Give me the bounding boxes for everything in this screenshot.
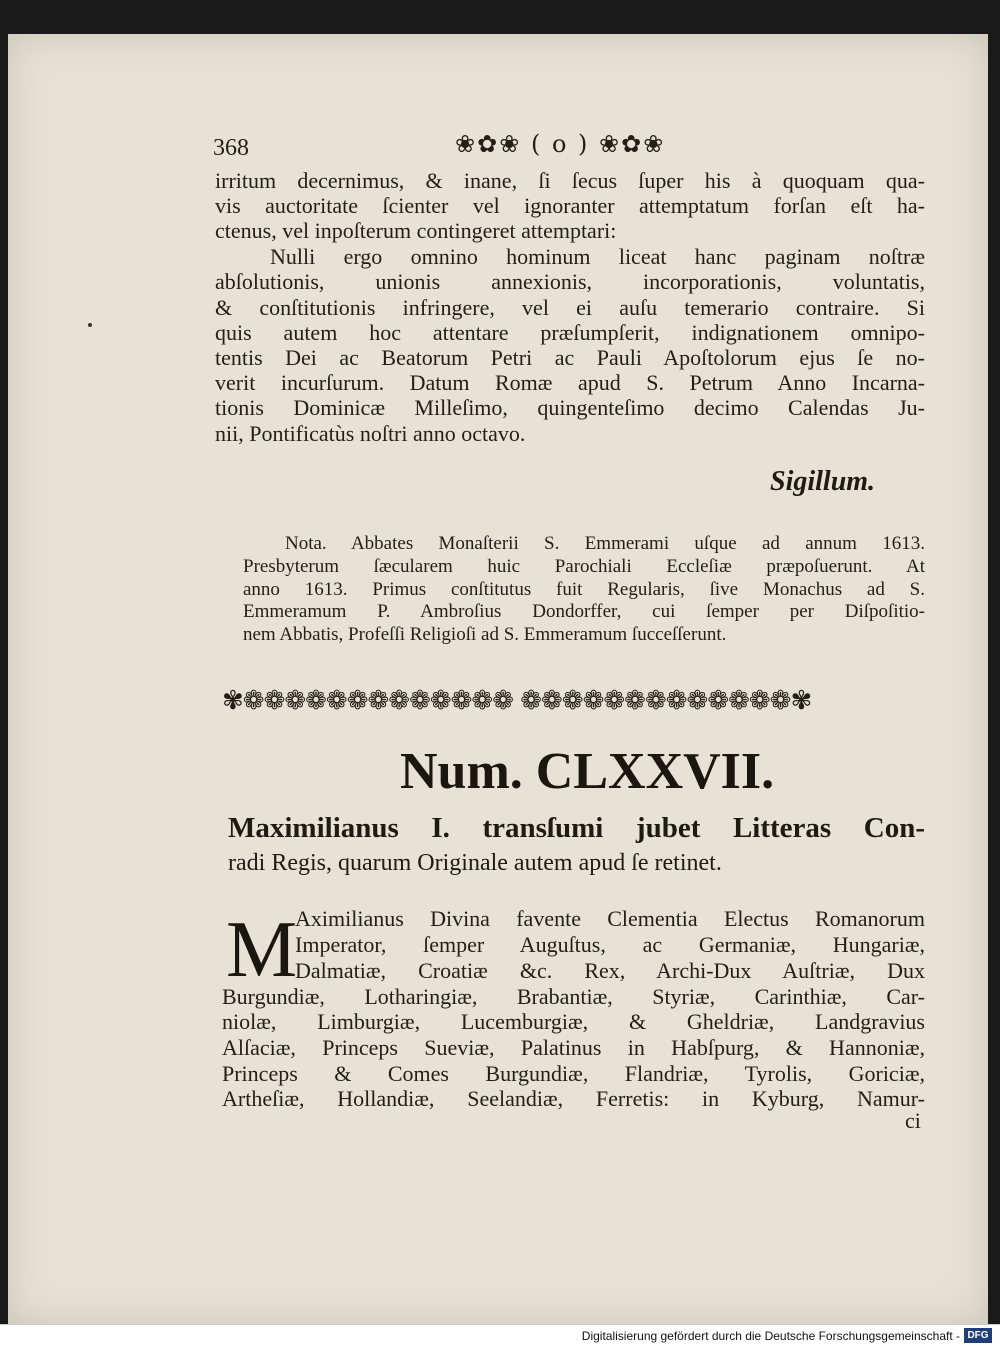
note-line: nem Abbatis, Profeſſi Religioſi ad S. Emmeramum ſucceſſerunt. (243, 624, 727, 645)
drop-cap: M (226, 906, 298, 994)
section-title-line: radi Regis, quarum Originale autem apud ſe retinet. (228, 850, 722, 876)
footer-credit: Digitalisierung gefördert durch die Deutsche Forschungsgemeinschaft - (581, 1329, 960, 1343)
text-line: vis auctoritate ſcienter vel ignoranter attemptatum forſan eſt ha- (215, 193, 925, 218)
section-title-line: Maximilianus I. transſumi jubet Litteras Con- (228, 812, 925, 844)
text-line: verit incurſurum. Datum Romæ apud S. Petrum Anno Incarna- (215, 370, 925, 395)
text-line: tentis Dei ac Beatorum Petri ac Pauli Apoſtolorum ejus ſe no- (215, 345, 925, 370)
body-line: Burgundiæ, Lotharingiæ, Brabantiæ, Styriæ, Carinthiæ, Car- (222, 984, 925, 1009)
body-line: Aximilianus Divina favente Clementia Electus Romanorum (295, 906, 925, 931)
text-line: & conſtitutionis infringere, vel ei auſu temerario contraire. Si (215, 295, 925, 320)
text-line: abſolutionis, unionis annexionis, incorporationis, voluntatis, (215, 269, 925, 294)
note-line: Presbyterum ſæcularem huic Parochiali Eccleſiæ præpoſuerunt. At (243, 556, 925, 577)
note-line: Emmeramum P. Ambroſius Dondorffer, cui ſemper per Diſpoſitio- (243, 601, 925, 622)
dfg-logo-icon[interactable]: DFG (964, 1328, 992, 1343)
note-line: anno 1613. Primus conſtitutus fuit Regularis, ſive Monachus ad S. (243, 579, 925, 600)
digitization-footer (0, 1324, 1000, 1348)
body-line: Imperator, ſemper Auguſtus, ac Germaniæ, Hungariæ, (295, 932, 925, 957)
text-line: nii, Pontificatùs noſtri anno octavo. (215, 421, 526, 446)
body-line: Dalmatiæ, Croatiæ &c. Rex, Archi-Dux Auſtriæ, Dux (295, 958, 925, 983)
section-number: Num. CLXXVII. (400, 743, 775, 800)
text-line: Nulli ergo omnino hominum liceat hanc paginam noſtræ (270, 244, 925, 269)
note-line: Nota. Abbates Monaſterii S. Emmerami uſque ad annum 1613. (285, 533, 925, 554)
text-line: ctenus, vel inpoſterum contingeret attemptari: (215, 218, 617, 243)
header-ornament: ❀✿❀ ( o ) ❀✿❀ (455, 130, 666, 158)
text-line: tionis Dominicæ Milleſimo, quingenteſimo decimo Calendas Ju- (215, 395, 925, 420)
text-line: irritum decernimus, & inane, ſi ſecus ſuper his à quoquam qua- (215, 168, 925, 193)
page-number: 368 (213, 135, 249, 161)
ornamental-divider: ✾❁❁❁❁❁❁❁❁❁❁❁❁❁ ❁❁❁❁❁❁❁❁❁❁❁❁❁✾ (222, 686, 812, 716)
body-line: Artheſiæ, Hollandiæ, Seelandiæ, Ferretis: in Kyburg, Namur- (222, 1086, 925, 1111)
sigillum-label: Sigillum. (770, 466, 876, 497)
body-line: Princeps & Comes Burgundiæ, Flandriæ, Tyrolis, Goriciæ, (222, 1061, 925, 1086)
body-line: Alſaciæ, Princeps Sueviæ, Palatinus in Habſpurg, & Hannoniæ, (222, 1035, 925, 1060)
text-line: quis autem hoc attentare præſumpſerit, indignationem omnipo- (215, 320, 925, 345)
catchword: ci (905, 1108, 921, 1133)
body-line: niolæ, Limburgiæ, Lucemburgiæ, & Gheldriæ, Landgravius (222, 1009, 925, 1034)
margin-speck (88, 323, 92, 327)
